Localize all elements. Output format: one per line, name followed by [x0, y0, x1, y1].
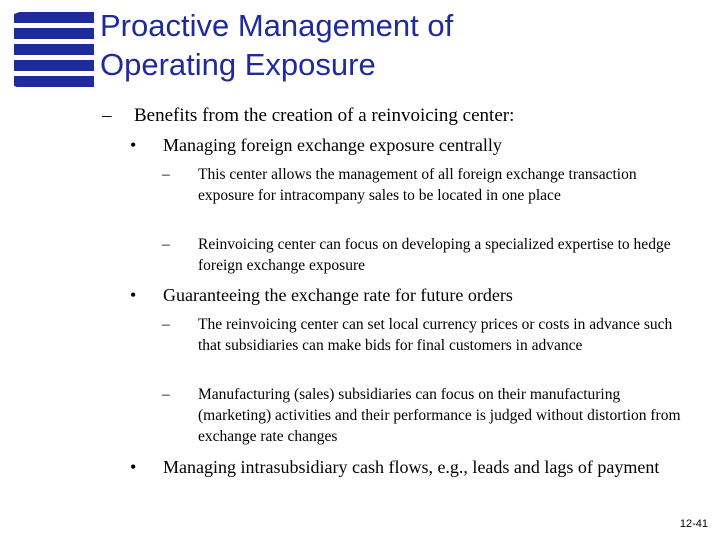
sub-item-2-1 — [162, 314, 688, 356]
sub-item-1-2 — [162, 234, 688, 276]
sub-item-1-1 — [162, 164, 688, 206]
slide-title-line-2: Operating Exposure — [100, 47, 376, 82]
sub-text-1-2: Reinvoicing center can focus on developing a specialized expertise to hedge foreign exchange exposure — [198, 236, 671, 274]
dash-marker-icon: – — [162, 316, 170, 333]
dash-marker-icon: – — [102, 105, 112, 126]
sub-text-2-2: Manufacturing (sales) subsidiaries can focus on their manufacturing (marketing) activities and their performance is judged without distortion from exchange rate changes — [198, 386, 681, 445]
bullet-marker-icon: • — [130, 135, 137, 155]
slide-title-line-1: Proactive Management of — [100, 8, 454, 43]
page-number: 12-41 — [679, 518, 708, 530]
level-1-item — [102, 104, 515, 128]
bullet-text-2: Guaranteeing the exchange rate for future orders — [163, 285, 513, 305]
bullet-marker-icon: • — [130, 457, 137, 477]
dash-marker-icon: – — [162, 386, 170, 403]
bullet-item-3 — [130, 456, 705, 478]
bullet-item-2 — [130, 284, 705, 306]
sub-text-1-1: This center allows the management of all foreign exchange transaction exposure for intracompany sales to be located in one place — [198, 166, 637, 204]
bullet-text-3: Managing intrasubsidiary cash flows, e.g., leads and lags of payment — [163, 457, 660, 477]
bullet-item-1 — [130, 134, 705, 156]
level-1-text: Benefits from the creation of a reinvoicing center: — [134, 105, 515, 126]
dash-marker-icon: – — [162, 166, 170, 183]
dash-marker-icon: – — [162, 236, 170, 253]
sub-item-2-2 — [162, 384, 688, 447]
bullet-marker-icon: • — [130, 285, 137, 305]
bullet-text-1: Managing foreign exchange exposure centrally — [163, 135, 502, 155]
sub-text-2-1: The reinvoicing center can set local currency prices or costs in advance such that subsidiaries can make bids for final customers in advance — [198, 316, 673, 354]
